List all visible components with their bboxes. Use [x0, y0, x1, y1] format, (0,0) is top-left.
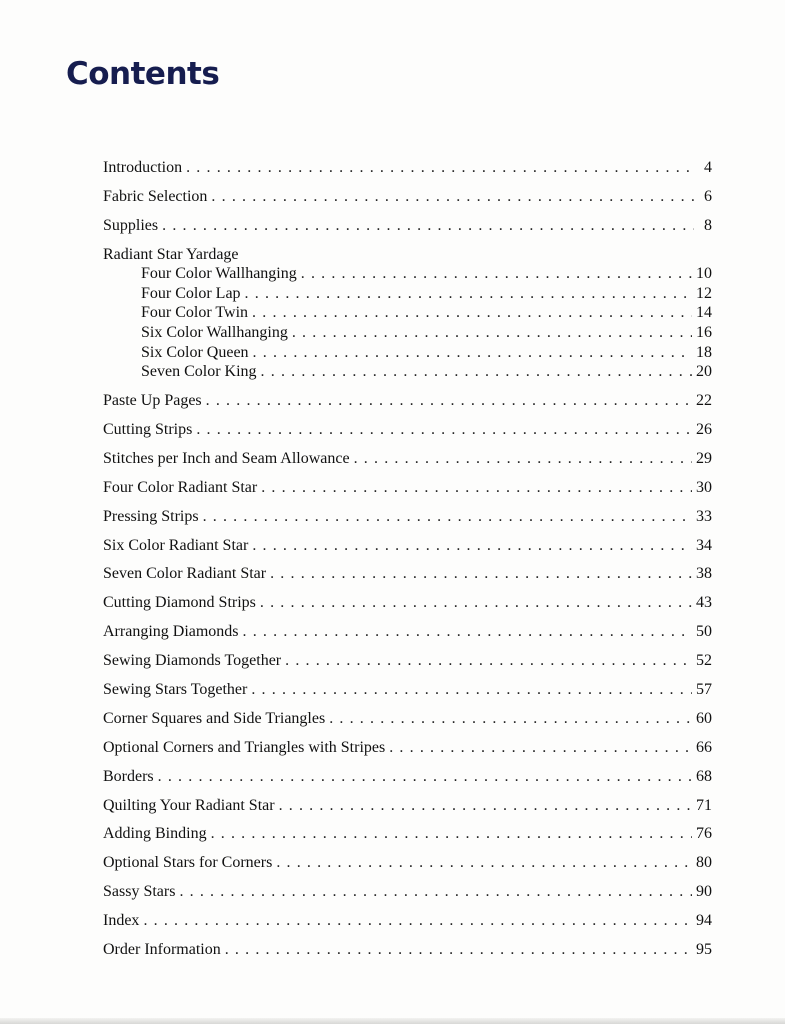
dot-leader	[162, 216, 694, 236]
dot-leader	[301, 264, 692, 284]
toc-entry-page: 30	[696, 478, 712, 496]
toc-subentry[interactable]	[103, 303, 712, 323]
toc-entry-page: 8	[704, 216, 712, 234]
toc-entry[interactable]	[103, 651, 712, 671]
dot-leader	[285, 651, 692, 671]
toc-entry-label: Borders	[103, 767, 154, 785]
toc-subentry[interactable]	[103, 362, 712, 382]
toc-entry-page: 14	[696, 304, 712, 322]
toc-entry-page: 12	[696, 284, 712, 302]
dot-leader	[252, 536, 692, 556]
toc-entry-label: Introduction	[103, 159, 183, 176]
toc-group-radiant-star-yardage	[103, 245, 712, 382]
toc-entry-label: Four Color Lap	[141, 284, 241, 302]
toc-entry[interactable]	[103, 853, 712, 873]
toc-entry-introduction[interactable]	[103, 158, 712, 178]
toc-entry[interactable]	[103, 738, 712, 758]
toc-entry[interactable]	[103, 824, 712, 844]
toc-entry-page: 43	[696, 594, 712, 612]
toc-entry-label: Optional Stars for Corners	[103, 854, 273, 872]
toc-entry-page: 20	[696, 363, 712, 381]
toc-subentry[interactable]	[103, 343, 712, 363]
dot-leader	[389, 738, 692, 758]
toc-entry-label: Seven Color King	[141, 363, 257, 381]
dot-leader	[276, 853, 692, 873]
dot-leader	[143, 911, 692, 931]
toc-subentry[interactable]	[103, 264, 712, 284]
dot-leader	[211, 187, 694, 207]
toc-entry-page: 34	[696, 536, 712, 554]
toc-entry[interactable]	[103, 449, 712, 469]
toc-entry[interactable]	[103, 536, 712, 556]
toc-entry-page: 50	[696, 623, 712, 641]
toc-entry-label: Supplies	[103, 216, 159, 234]
toc-entry[interactable]	[103, 564, 712, 584]
toc-entry[interactable]	[103, 680, 712, 700]
toc-entry-label: Six Color Radiant Star	[103, 536, 249, 554]
dot-leader	[261, 478, 692, 498]
toc-entry[interactable]	[103, 796, 712, 816]
toc-entry-page: 16	[696, 324, 712, 342]
dot-leader	[279, 796, 692, 816]
toc-entry-page: 95	[696, 941, 712, 959]
toc-entry-label: Six Color Queen	[141, 343, 249, 361]
dot-leader	[158, 767, 692, 787]
toc-entry-page: 80	[696, 854, 712, 872]
toc-entry[interactable]	[103, 593, 712, 613]
toc-entry-label: Sassy Stars	[103, 883, 176, 901]
toc-entry-page: 68	[696, 767, 712, 785]
dot-leader	[186, 158, 694, 178]
toc-entry-label: Stitches per Inch and Seam Allowance	[103, 449, 350, 467]
dot-leader	[253, 343, 692, 363]
dot-leader	[292, 323, 692, 343]
toc-entry-page: 57	[696, 681, 712, 699]
toc-entry[interactable]	[103, 940, 712, 960]
toc-entry-page: 71	[696, 796, 712, 814]
toc-entry-page: 33	[696, 507, 712, 525]
toc-entry-page: 52	[696, 652, 712, 670]
toc-entry[interactable]	[103, 507, 712, 527]
dot-leader	[354, 449, 692, 469]
dot-leader	[251, 680, 692, 700]
toc-entry-label: Quilting Your Radiant Star	[103, 796, 275, 814]
toc-entry[interactable]	[103, 882, 712, 902]
toc-entry-label: Paste Up Pages	[103, 392, 202, 410]
toc-entry-label: Fabric Selection	[103, 187, 208, 205]
toc-subentry[interactable]	[103, 284, 712, 304]
toc-entry-page: 60	[696, 709, 712, 727]
toc-entry-label: Index	[103, 912, 140, 930]
dot-leader	[245, 284, 692, 304]
dot-leader	[261, 362, 692, 382]
toc-entry[interactable]	[103, 911, 712, 931]
toc-group-heading[interactable]: Radiant Star Yardage	[103, 245, 239, 263]
toc-subentry[interactable]	[103, 323, 712, 343]
toc-entry[interactable]	[103, 420, 712, 440]
dot-leader	[211, 824, 692, 844]
dot-leader	[203, 507, 692, 527]
toc-entry-page: 18	[696, 343, 712, 361]
toc-entry-page: 94	[696, 912, 712, 930]
toc-entry-label: Four Color Radiant Star	[103, 478, 258, 496]
toc-entry-page: 76	[696, 825, 712, 843]
toc-entry-page: 22	[696, 392, 712, 410]
dot-leader	[225, 940, 692, 960]
toc-entry[interactable]	[103, 478, 712, 498]
table-of-contents	[103, 158, 712, 969]
toc-entry-page: 26	[696, 421, 712, 439]
toc-entry-fabric-selection[interactable]	[103, 187, 712, 207]
dot-leader	[260, 593, 692, 613]
dot-leader	[206, 391, 692, 411]
toc-entry-page: 66	[696, 738, 712, 756]
toc-entry-label: Six Color Wallhanging	[141, 324, 288, 342]
toc-entry-label: Pressing Strips	[103, 507, 199, 525]
toc-entry-label: Four Color Twin	[141, 304, 249, 322]
toc-entry-label: Four Color Wallhanging	[141, 265, 297, 283]
toc-entry-page: 38	[696, 565, 712, 583]
dot-leader	[270, 564, 692, 584]
toc-entry-page: 90	[696, 883, 712, 901]
toc-entry[interactable]	[103, 622, 712, 642]
dot-leader	[329, 709, 692, 729]
toc-entry-label: Corner Squares and Side Triangles	[103, 709, 326, 727]
toc-entry-label: Seven Color Radiant Star	[103, 565, 267, 583]
toc-entry-label: Cutting Strips	[103, 421, 193, 439]
toc-entry-page: 6	[704, 187, 712, 205]
toc-entry-page: 4	[704, 159, 712, 176]
toc-entry-label: Arranging Diamonds	[103, 623, 239, 641]
dot-leader	[243, 622, 692, 642]
toc-entry-label: Optional Corners and Triangles with Stripes	[103, 738, 386, 756]
toc-entry-label: Order Information	[103, 941, 221, 959]
dot-leader	[196, 420, 692, 440]
toc-entry-label: Adding Binding	[103, 825, 207, 843]
page-title: Contents	[66, 56, 220, 92]
toc-entry-label: Cutting Diamond Strips	[103, 594, 256, 612]
toc-entry[interactable]	[103, 391, 712, 411]
toc-entry-page: 29	[696, 449, 712, 467]
dot-leader	[252, 303, 692, 323]
dot-leader	[179, 882, 692, 902]
toc-entry[interactable]	[103, 709, 712, 729]
toc-entry[interactable]	[103, 767, 712, 787]
toc-entry-page: 10	[696, 265, 712, 283]
page-bottom-edge	[0, 1018, 785, 1024]
toc-entry-label: Sewing Diamonds Together	[103, 652, 282, 670]
toc-entry-label: Sewing Stars Together	[103, 681, 248, 699]
toc-entry-supplies[interactable]	[103, 216, 712, 236]
